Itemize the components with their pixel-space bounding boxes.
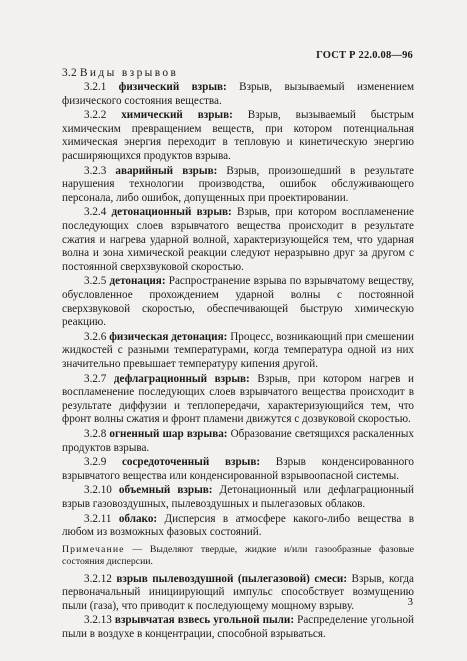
definition-number: 3.2.9	[84, 456, 107, 469]
definition-term: физический взрыв:	[118, 81, 227, 94]
definition-number: 3.2.8	[84, 427, 107, 440]
definition-item	[62, 275, 414, 329]
section-title	[62, 67, 414, 81]
section-number: 3.2	[62, 67, 77, 79]
definition-text: Взрыв, при котором нагрев и воспламенение последующих слоев взрывчатого вещества происходит в результате диффузии и теплопередачи, характеризующийся тем, что фронт волны сжатия и фронт пламени движутся с дозвуковой скоростью.	[62, 372, 414, 426]
definition-term: детонационный взрыв:	[111, 206, 232, 219]
definition-number: 3.2.11	[84, 512, 112, 525]
definition-number: 3.2.4	[84, 206, 107, 219]
definition-text: Детонационный или дефлаграционный взрыв газовоздушных, пылевоздушных и пылегазовых облаков.	[62, 484, 414, 510]
definition-term: объемный взрыв:	[118, 484, 213, 497]
definition-term: аварийный взрыв:	[115, 164, 218, 177]
definition-number: 3.2.10	[84, 484, 112, 497]
definition-text: Взрыв, произошедший в результате нарушения технологии производства, ошибок обслуживающего персонала, либо ошибок, допущенных при проектировании.	[62, 164, 414, 204]
definition-text: Распределение угольной пыли в воздухе в концентрации, способной взрываться.	[62, 614, 414, 640]
document-header: ГОСТ Р 22.0.08—96	[316, 50, 413, 61]
definition-item	[62, 165, 414, 206]
definition-item	[62, 428, 414, 455]
definition-number: 3.2.1	[84, 81, 107, 94]
definition-term: дефлаграционный взрыв:	[113, 372, 250, 385]
definition-number: 3.2.7	[84, 372, 107, 385]
definition-text: Дисперсия в атмосфере какого-либо вещества в любом из возможных фазовых состояний.	[62, 512, 414, 539]
definition-number: 3.2.6	[84, 330, 107, 343]
definition-text: Образование светящихся раскаленных продуктов взрыва.	[62, 427, 414, 454]
definition-text: Процесс, возникающий при смешении жидкостей с разными температурами, когда температура одной из них значительно превышает температуру кипения другой.	[62, 330, 414, 370]
definition-item	[62, 373, 414, 427]
definition-item	[62, 331, 414, 372]
definition-term: взрыв пылевоздушной (пылегазовой) смеси:	[116, 572, 348, 585]
note	[62, 544, 414, 569]
definition-text: Взрыв, вызываемый изменением физического состояния вещества.	[62, 81, 414, 107]
note-label: Примечание	[62, 543, 125, 555]
definition-term: физическая детонация:	[109, 330, 228, 343]
definition-item	[62, 614, 414, 641]
definition-item	[62, 81, 414, 108]
definition-item	[62, 109, 414, 163]
definition-item	[62, 206, 414, 274]
definition-number: 3.2.12	[84, 572, 112, 585]
definition-term: сосредоточенный взрыв:	[121, 456, 261, 469]
page-number: 3	[407, 596, 413, 608]
definition-text: Взрыв, вызываемый быстрым химическим превращением веществ, при котором потенциальная химическая энергия переходит в тепловую и кинетическую энергию расширяющихся продуктов взрыва.	[62, 109, 414, 163]
definition-term: химический взрыв:	[121, 109, 233, 122]
definition-item	[62, 456, 414, 483]
definition-text: Взрыв конденсированного взрывчатого вещества или конденсированной взрывоопасной системы.	[62, 456, 414, 482]
definition-term: облако:	[118, 512, 158, 525]
definition-item	[62, 513, 414, 540]
definition-number: 3.2.5	[84, 275, 107, 288]
definition-number: 3.2.3	[84, 164, 107, 177]
definition-term: детонация:	[109, 275, 166, 288]
definitions-list	[62, 81, 414, 540]
definitions-list-2	[62, 573, 414, 642]
definition-term: взрывчатая взвесь угольной пыли:	[114, 614, 295, 627]
definition-item	[62, 484, 414, 511]
note-text: — Выделяют твердые, жидкие и/или газообразные фазовые состояния дисперсии.	[62, 543, 414, 568]
definition-number: 3.2.2	[84, 109, 107, 122]
definition-item	[62, 573, 414, 614]
definition-text: Взрыв, когда первоначальный инициирующий импульс способствует возмущению пыли (газа), что приводит к последующему мощному взрыву.	[62, 572, 415, 612]
section-title-text: Виды взрывов	[79, 67, 179, 79]
definition-text: Взрыв, при котором воспламенение последующих слоев взрывчатого вещества происходит в результате сжатия и нагрева ударной волной, характеризующейся тем, что ударная волна и зона химической реакции следуют неразрывно друг за другом с постоянной сверхзвуковой скоростью.	[62, 206, 414, 273]
document-body	[62, 67, 414, 642]
definition-number: 3.2.13	[84, 614, 112, 627]
definition-text: Распространение взрыва по взрывчатому веществу, обусловленное прохождением ударной волны с постоянной сверхзвуковой скоростью, обеспечивающей быструю химическую реакцию.	[62, 275, 414, 329]
definition-term: огненный шар взрыва:	[109, 427, 228, 440]
